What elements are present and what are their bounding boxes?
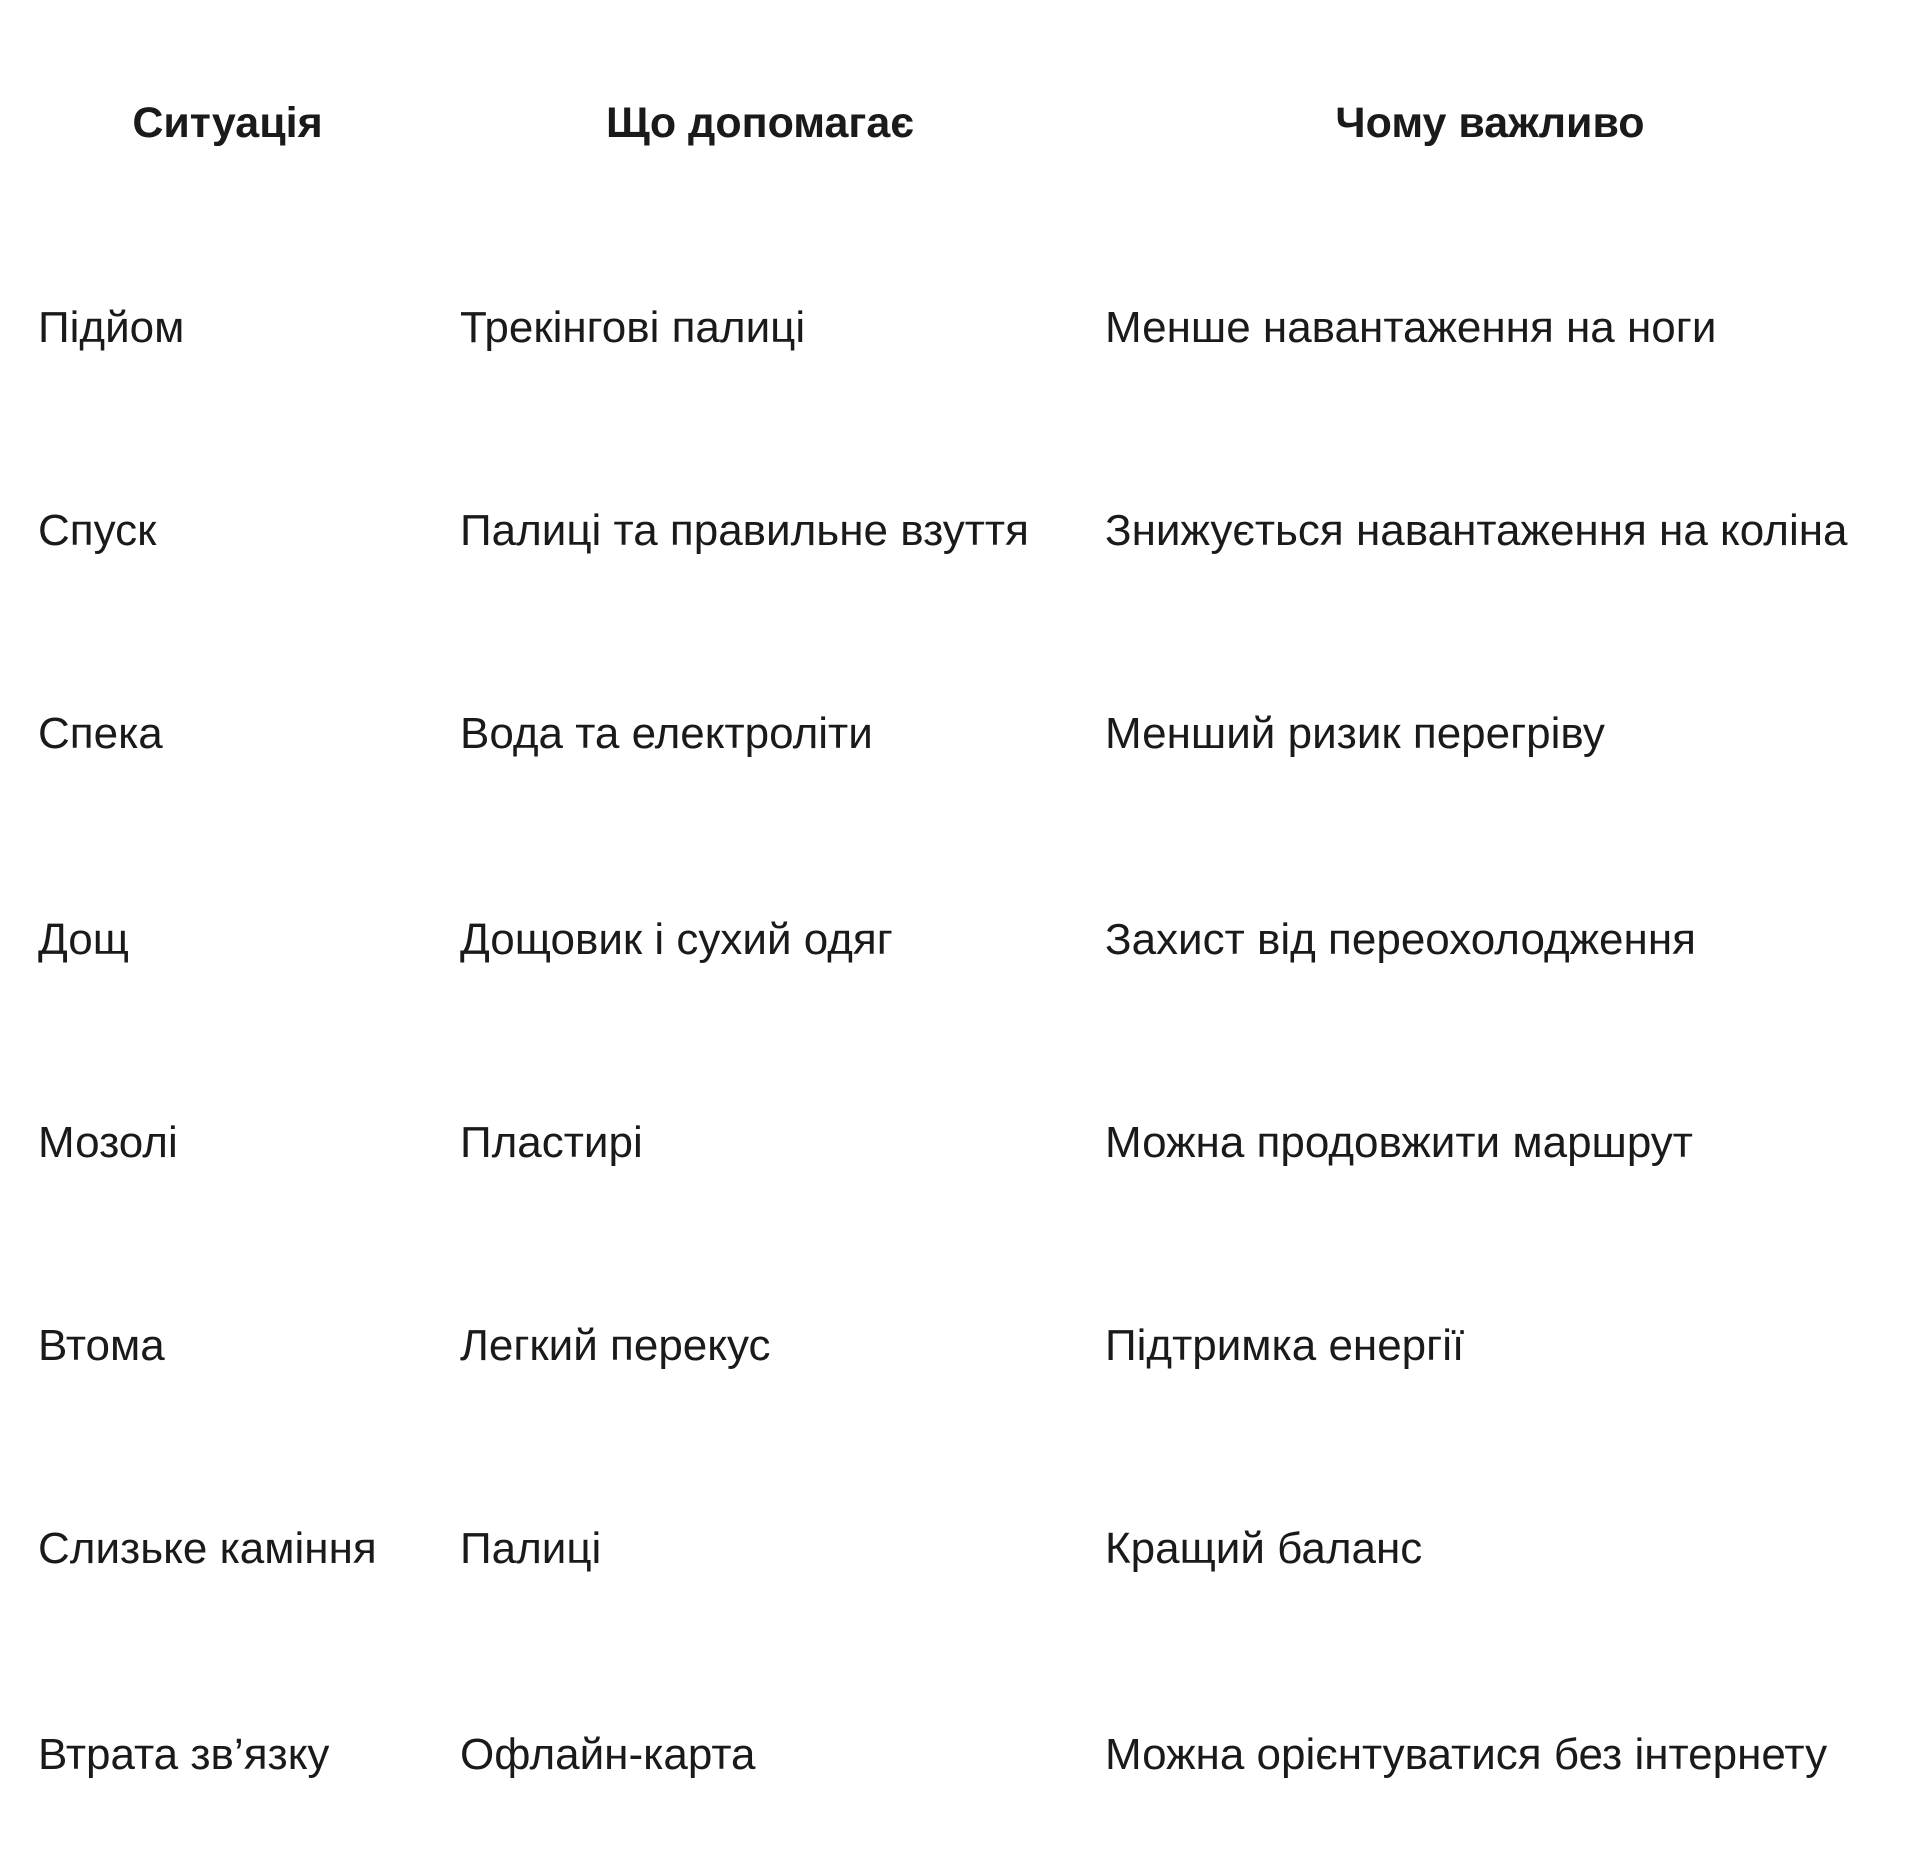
table-header-row [0,63,1920,183]
cell-why-important: Можна орієнтуватися без інтернету [1105,1730,1828,1779]
cell-what-helps: Палиці та правильне взуття [460,506,1029,555]
cell-situation: Спека [38,709,163,758]
table-row [0,1695,1920,1815]
cell-situation: Спуск [38,506,157,555]
table-row [0,471,1920,591]
table-row [0,1489,1920,1609]
cell-what-helps: Вода та електроліти [460,709,873,758]
table-row [0,674,1920,794]
cell-what-helps: Палиці [460,1524,602,1573]
cell-situation: Слизьке каміння [38,1524,377,1573]
cell-what-helps: Офлайн-карта [460,1730,756,1779]
cell-why-important: Можна продовжити маршрут [1105,1118,1693,1167]
table-row [0,880,1920,1000]
cell-what-helps: Пластирі [460,1118,643,1167]
cell-why-important: Кращий баланс [1105,1524,1423,1573]
table-row [0,1286,1920,1406]
table-row [0,1083,1920,1203]
cell-situation: Втрата зв’язку [38,1730,330,1779]
header-why-important: Чому важливо [1335,99,1645,147]
cell-situation: Мозолі [38,1118,178,1167]
header-situation: Ситуація [132,99,323,147]
cell-what-helps: Дощовик і сухий одяг [460,915,893,964]
cell-situation: Підйом [38,303,185,352]
cell-why-important: Менший ризик перегріву [1105,709,1605,758]
cell-why-important: Захист від переохолодження [1105,915,1696,964]
cell-why-important: Знижується навантаження на коліна [1105,506,1848,555]
table-row [0,268,1920,388]
cell-what-helps: Трекінгові палиці [460,303,806,352]
cell-why-important: Менше навантаження на ноги [1105,303,1717,352]
header-what-helps: Що допомагає [606,99,914,147]
cell-why-important: Підтримка енергії [1105,1321,1465,1370]
cell-situation: Втома [38,1321,165,1370]
cell-what-helps: Легкий перекус [460,1321,771,1370]
cell-situation: Дощ [38,915,129,964]
